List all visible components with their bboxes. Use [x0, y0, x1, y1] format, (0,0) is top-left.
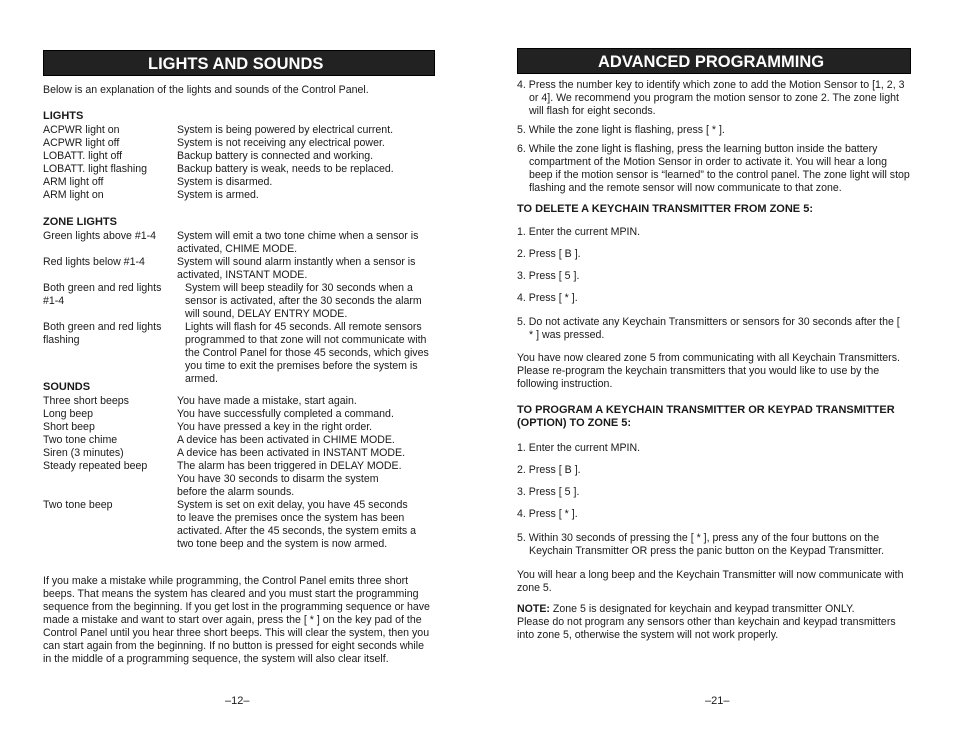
- sounds-table: [43, 395, 439, 551]
- delete-steps: [517, 226, 911, 342]
- zone-row: Red lights below #1-4 System will sound alarm instantly when a sensor is activated, INSTANT MODE.: [43, 256, 416, 281]
- step-item: 4. Press [ * ].: [517, 508, 578, 520]
- sounds-row: Short beep You have pressed a key in the right order.: [43, 421, 373, 433]
- page-number: –21–: [705, 695, 730, 707]
- step-item: 5. Within 30 seconds of pressing the [ * ], press any of the four buttons on the Keychain Transmitter OR press the panic button on the Keypad Transmitter.: [517, 532, 885, 557]
- lights-row: ARM light on System is armed.: [43, 189, 259, 201]
- delete-keychain-heading: TO DELETE A KEYCHAIN TRANSMITTER FROM ZONE 5:: [517, 203, 813, 215]
- note-line: [517, 603, 913, 616]
- step-item: 1. Enter the current MPIN.: [517, 226, 641, 238]
- step-item: 5. Do not activate any Keychain Transmitters or sensors for 30 seconds after the [ * ] was pressed.: [517, 316, 900, 341]
- lights-heading: LIGHTS: [43, 110, 84, 122]
- step-item: 2. Press [ B ].: [517, 464, 581, 476]
- motion-sensor-steps: [517, 79, 911, 195]
- step-item: 6. While the zone light is flashing, press the learning button inside the battery compartment of the Motion Sensor in order to activate it. You will hear a long beep if the motion sensor is “learned” to the control panel. The zone light will stop flashing and the remote sensor will now communicate to that zone.: [517, 143, 910, 194]
- step-item: 2. Press [ B ].: [517, 248, 581, 260]
- sounds-heading: SOUNDS: [43, 381, 91, 393]
- intro-text: Below is an explanation of the lights and sounds of the Control Panel.: [43, 84, 369, 96]
- mistake-paragraph: If you make a mistake while programming, the Control Panel emits three short beeps. That means the system has cleared and you must start the programming sequence from the beginning. If you get lost in the programming sequence or have made a mistake and want to start over again, press the [ * ] on the key pad of the Control Panel until you hear three short beeps. This will clear the system, then you can start again from the beginning. If no button is pressed for eight seconds while in the middle of a programming sequence, the system will also clear itself.: [43, 575, 430, 665]
- program-keychain-heading: TO PROGRAM A KEYCHAIN TRANSMITTER OR KEYPAD TRANSMITTER (OPTION) TO ZONE 5:: [517, 404, 895, 429]
- zone-lights-table: [43, 230, 439, 386]
- step-item: 5. While the zone light is flashing, press [ * ].: [517, 124, 725, 136]
- lights-row: ARM light off System is disarmed.: [43, 176, 273, 188]
- lights-table: [43, 124, 439, 202]
- note-line-2: Please do not program any sensors other than keychain and keypad transmitters into zone 5, otherwise the system will not work properly.: [517, 616, 896, 641]
- lights-row: ACPWR light off System is not receiving any electrical power.: [43, 137, 385, 149]
- zone-lights-heading: ZONE LIGHTS: [43, 216, 117, 228]
- sounds-row: Three short beeps You have made a mistake, start again.: [43, 395, 357, 407]
- step-item: 3. Press [ 5 ].: [517, 486, 580, 498]
- step-item: 4. Press the number key to identify which zone to add the Motion Sensor to [1, 2, 3 or 4]. We recommend you program the motion sensor to zone 2. The zone light will flash for eight seconds.: [517, 79, 905, 117]
- sounds-row: Siren (3 minutes) A device has been activated in INSTANT MODE.: [43, 447, 406, 459]
- sounds-row: Two tone chime A device has been activated in CHIME MODE.: [43, 434, 395, 446]
- step-item: 4. Press [ * ].: [517, 292, 578, 304]
- page-number: –12–: [225, 695, 250, 707]
- section-title-advanced-programming: ADVANCED PROGRAMMING: [517, 48, 911, 74]
- program-note: You will hear a long beep and the Keychain Transmitter will now communicate with zone 5.: [517, 569, 904, 594]
- zone-row: Green lights above #1-4 System will emit a two tone chime when a sensor is activated, CHIME MODE.: [43, 230, 419, 255]
- sounds-row: Steady repeated beep The alarm has been triggered in DELAY MODE. You have 30 seconds to disarm the system before the alarm sounds.: [43, 460, 402, 498]
- note-label: NOTE:: [517, 603, 550, 615]
- lights-row: ACPWR light on System is being powered by electrical current.: [43, 124, 394, 136]
- section-title-lights-and-sounds: LIGHTS AND SOUNDS: [43, 50, 435, 76]
- zone-row: Both green and red lights flashing Lights will flash for 45 seconds. All remote sensors programmed to that zone will not communicate with the Control Panel for those 45 seconds, which gives you time to exit the premises before the system is armed.: [43, 321, 429, 385]
- program-steps: [517, 442, 911, 558]
- zone-row: Both green and red lights #1-4 System will beep steadily for 30 seconds when a sensor is activated, after the 30 seconds the alarm will sound, DELAY ENTRY MODE.: [43, 282, 422, 320]
- sounds-row: Long beep You have successfully completed a command.: [43, 408, 394, 420]
- lights-row: LOBATT. light off Backup battery is connected and working.: [43, 150, 374, 162]
- zone-5-note: [517, 603, 913, 642]
- note-text: Zone 5 is designated for keychain and keypad transmitter ONLY.: [549, 603, 855, 615]
- step-item: 1. Enter the current MPIN.: [517, 442, 641, 454]
- delete-note: You have now cleared zone 5 from communicating with all Keychain Transmitters. Please re-program the keychain transmitters that you would like to use by the following instruction.: [517, 352, 900, 390]
- sounds-row: Two tone beep System is set on exit delay, you have 45 seconds to leave the premises once the system has been activated. After the 45 seconds, the system emits a two tone beep and the system is now armed.: [43, 499, 417, 550]
- step-item: 3. Press [ 5 ].: [517, 270, 580, 282]
- lights-row: LOBATT. light flashing Backup battery is weak, needs to be replaced.: [43, 163, 394, 175]
